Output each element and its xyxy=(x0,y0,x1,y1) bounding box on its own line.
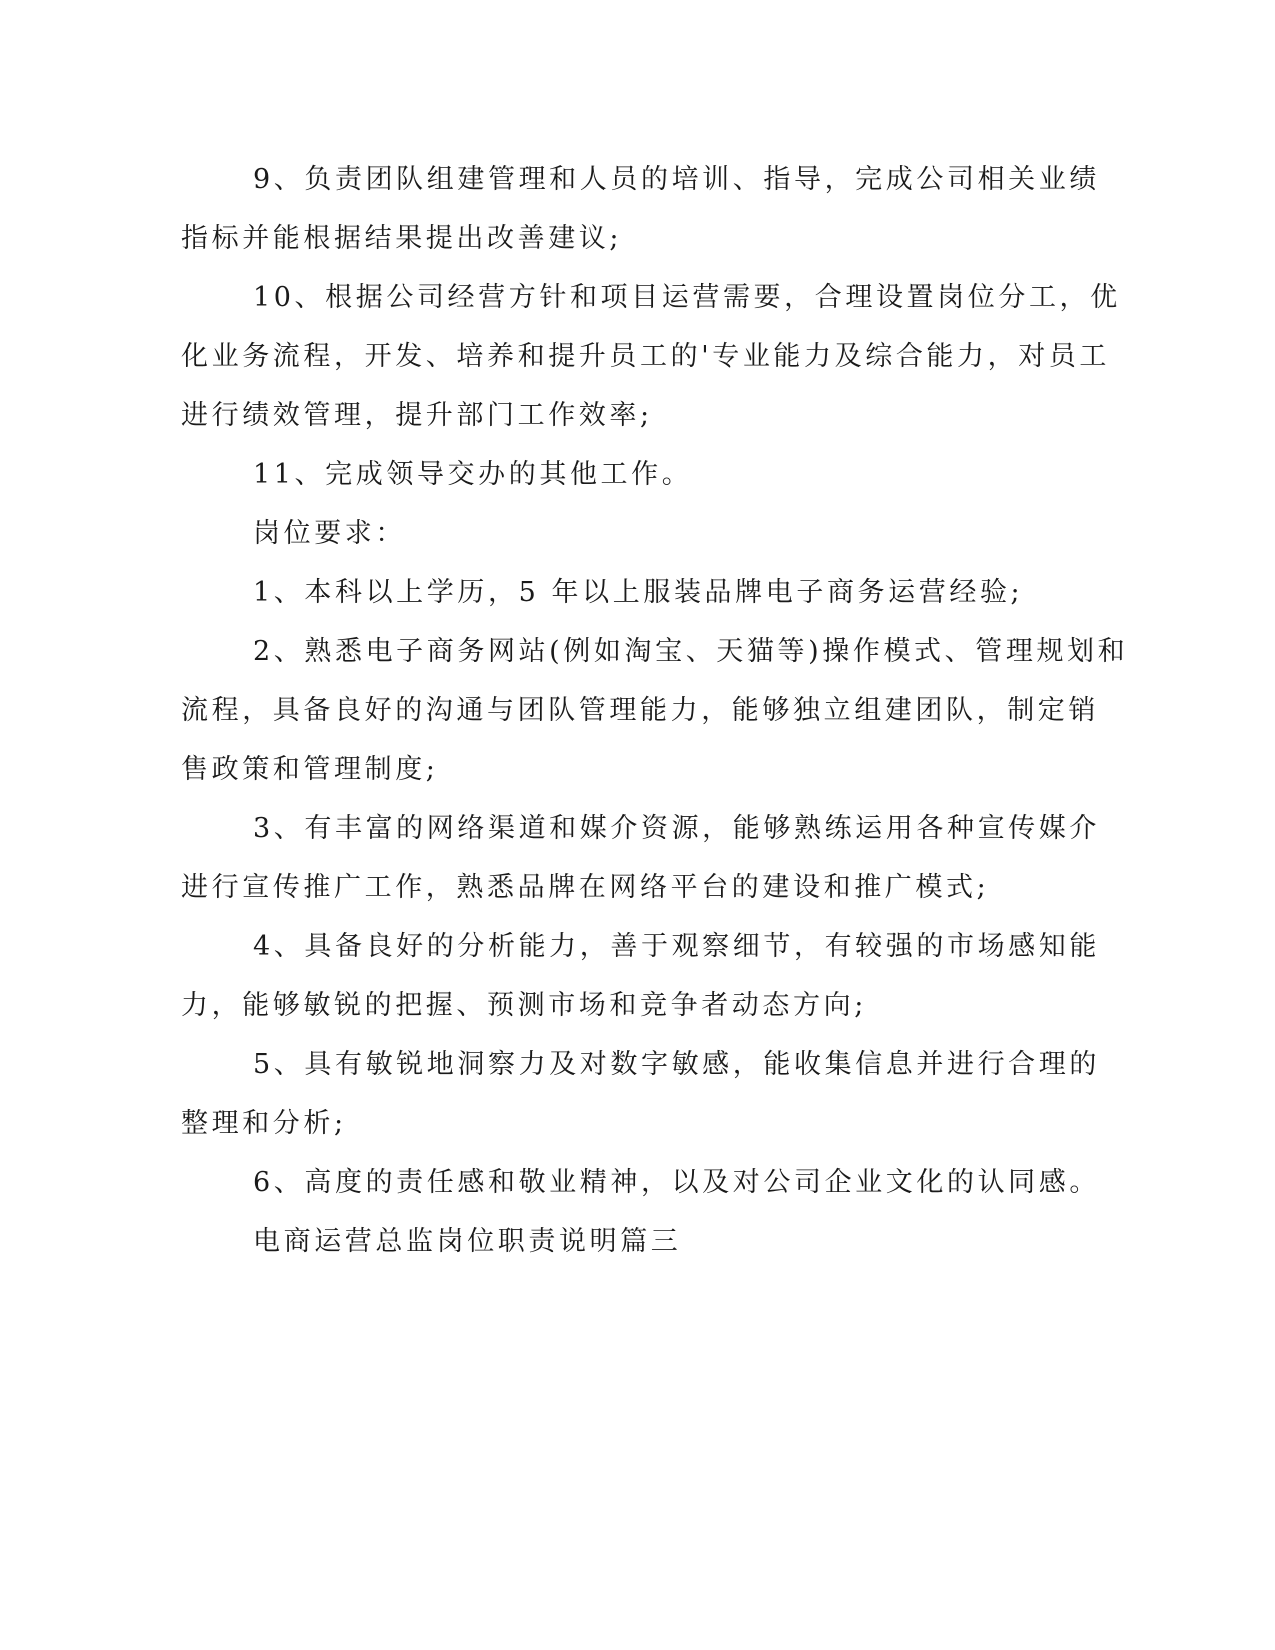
paragraph-line: 化业务流程，开发、培养和提升员工的'专业能力及综合能力，对员工 xyxy=(181,341,1111,372)
paragraph-line: 3、有丰富的网络渠道和媒介资源，能够熟练运用各种宣传媒介 xyxy=(253,813,1100,844)
paragraph-line: 11、完成领导交办的其他工作。 xyxy=(253,459,693,490)
paragraph-line: 2、熟悉电子商务网站(例如淘宝、天猫等)操作模式、管理规划和 xyxy=(253,636,1129,667)
document-body xyxy=(181,150,1129,1271)
paragraph-line: 9、负责团队组建管理和人员的培训、指导，完成公司相关业绩 xyxy=(253,164,1100,195)
paragraph-line: 4、具备良好的分析能力，善于观察细节，有较强的市场感知能 xyxy=(253,931,1100,962)
paragraph-line: 流程，具备良好的沟通与团队管理能力，能够独立组建团队，制定销 xyxy=(181,695,1099,726)
section-heading: 电商运营总监岗位职责说明篇三 xyxy=(253,1226,682,1257)
paragraph-line: 整理和分析; xyxy=(181,1108,347,1139)
paragraph-line: 6、高度的责任感和敬业精神，以及对公司企业文化的认同感。 xyxy=(253,1167,1100,1198)
paragraph-line: 进行宣传推广工作，熟悉品牌在网络平台的建设和推广模式; xyxy=(181,872,990,903)
paragraph-line: 10、根据公司经营方针和项目运营需要，合理设置岗位分工，优 xyxy=(253,282,1121,313)
paragraph-line: 指标并能根据结果提出改善建议; xyxy=(181,223,623,254)
paragraph-line: 力，能够敏锐的把握、预测市场和竞争者动态方向; xyxy=(181,990,867,1021)
paragraph-line: 售政策和管理制度; xyxy=(181,754,439,785)
paragraph-line: 1、本科以上学历，5 年以上服装品牌电子商务运营经验; xyxy=(253,577,1024,608)
section-heading: 岗位要求： xyxy=(253,518,406,549)
paragraph-line: 5、具有敏锐地洞察力及对数字敏感，能收集信息并进行合理的 xyxy=(253,1049,1100,1080)
paragraph-line: 进行绩效管理，提升部门工作效率; xyxy=(181,400,653,431)
